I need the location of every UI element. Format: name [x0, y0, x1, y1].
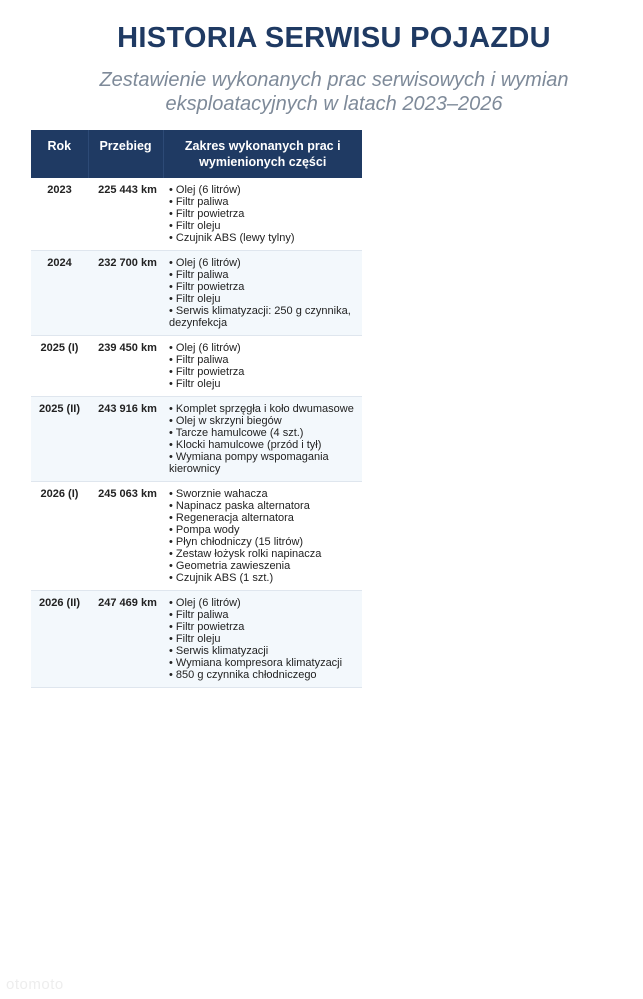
work-item: • Filtr oleju: [169, 220, 221, 232]
work-item: • Olej (6 litrów): [169, 184, 241, 196]
header-year: Rok: [31, 130, 88, 178]
work-item: • Wymiana kompresora klimatyzacji: [169, 657, 343, 669]
cell-work-scope: [163, 178, 362, 251]
cell-year: 2025 (I): [31, 336, 88, 397]
work-item: • Filtr oleju: [169, 378, 221, 390]
work-item: • Serwis klimatyzacji: [169, 645, 269, 657]
cell-work-scope: [163, 397, 362, 482]
work-item: • Filtr powietrza: [169, 281, 245, 293]
work-item: • Pompa wody: [169, 524, 240, 536]
work-item: • Sworznie wahacza: [169, 488, 268, 500]
work-item: • Filtr powietrza: [169, 621, 245, 633]
page-subtitle: Zestawienie wykonanych prac serwisowych i wymian eksploatacyjnych w latach 2023–2026: [99, 69, 569, 115]
cell-mileage: 232 700 km: [88, 251, 163, 336]
cell-mileage: 243 916 km: [88, 397, 163, 482]
watermark-logo: otomoto: [6, 976, 64, 993]
work-item: • Filtr oleju: [169, 633, 221, 645]
work-item-list: [169, 403, 358, 475]
work-item: • Filtr paliwa: [169, 354, 229, 366]
work-item: • Olej (6 litrów): [169, 597, 241, 609]
cell-mileage: 225 443 km: [88, 178, 163, 251]
table-row: [31, 178, 362, 251]
table-header: [31, 130, 362, 178]
table-row: [31, 482, 362, 591]
work-item: • Zestaw łożysk rolki napinacza: [169, 548, 322, 560]
table-header-row: [31, 130, 362, 178]
cell-mileage: 245 063 km: [88, 482, 163, 591]
table-row: [31, 251, 362, 336]
service-history-table: [31, 130, 362, 688]
work-item: • Filtr powietrza: [169, 208, 245, 220]
work-item: • Regeneracja alternatora: [169, 512, 294, 524]
cell-work-scope: [163, 591, 362, 688]
work-item: • Filtr powietrza: [169, 366, 245, 378]
work-item-list: [169, 488, 358, 584]
work-item: • Komplet sprzęgła i koło dwumasowe: [169, 403, 354, 415]
cell-year: 2026 (II): [31, 591, 88, 688]
work-item: • Płyn chłodniczy (15 litrów): [169, 536, 304, 548]
work-item: • Geometria zawieszenia: [169, 560, 291, 572]
work-item-list: [169, 184, 358, 244]
work-item: • Filtr paliwa: [169, 269, 229, 281]
work-item: • Olej (6 litrów): [169, 257, 241, 269]
cell-work-scope: [163, 336, 362, 397]
table-row: [31, 591, 362, 688]
work-item: • Olej w skrzyni biegów: [169, 415, 282, 427]
work-item: • Filtr oleju: [169, 293, 221, 305]
cell-mileage: 247 469 km: [88, 591, 163, 688]
work-item: • Wymiana pompy wspomagania kierownicy: [169, 451, 329, 475]
cell-year: 2024: [31, 251, 88, 336]
work-item: • 850 g czynnika chłodniczego: [169, 669, 317, 681]
table-row: [31, 397, 362, 482]
work-item-list: [169, 597, 358, 681]
table-body: [31, 178, 362, 688]
work-item-list: [169, 342, 358, 390]
work-item: • Olej (6 litrów): [169, 342, 241, 354]
work-item: • Klocki hamulcowe (przód i tył): [169, 439, 322, 451]
cell-work-scope: [163, 251, 362, 336]
work-item: • Filtr paliwa: [169, 196, 229, 208]
cell-year: 2026 (I): [31, 482, 88, 591]
cell-work-scope: [163, 482, 362, 591]
work-item: • Czujnik ABS (1 szt.): [169, 572, 274, 584]
work-item: • Filtr paliwa: [169, 609, 229, 621]
work-item: • Napinacz paska alternatora: [169, 500, 310, 512]
page-title: HISTORIA SERWISU POJAZDU: [117, 22, 551, 54]
cell-year: 2023: [31, 178, 88, 251]
table-row: [31, 336, 362, 397]
cell-mileage: 239 450 km: [88, 336, 163, 397]
work-item-list: [169, 257, 358, 329]
work-item: • Czujnik ABS (lewy tylny): [169, 232, 295, 244]
work-item: • Tarcze hamulcowe (4 szt.): [169, 427, 304, 439]
header-mileage: Przebieg: [88, 130, 163, 178]
header-scope: Zakres wykonanych prac i wymienionych części: [163, 130, 362, 178]
work-item: • Serwis klimatyzacji: 250 g czynnika, dezynfekcja: [169, 305, 351, 329]
cell-year: 2025 (II): [31, 397, 88, 482]
